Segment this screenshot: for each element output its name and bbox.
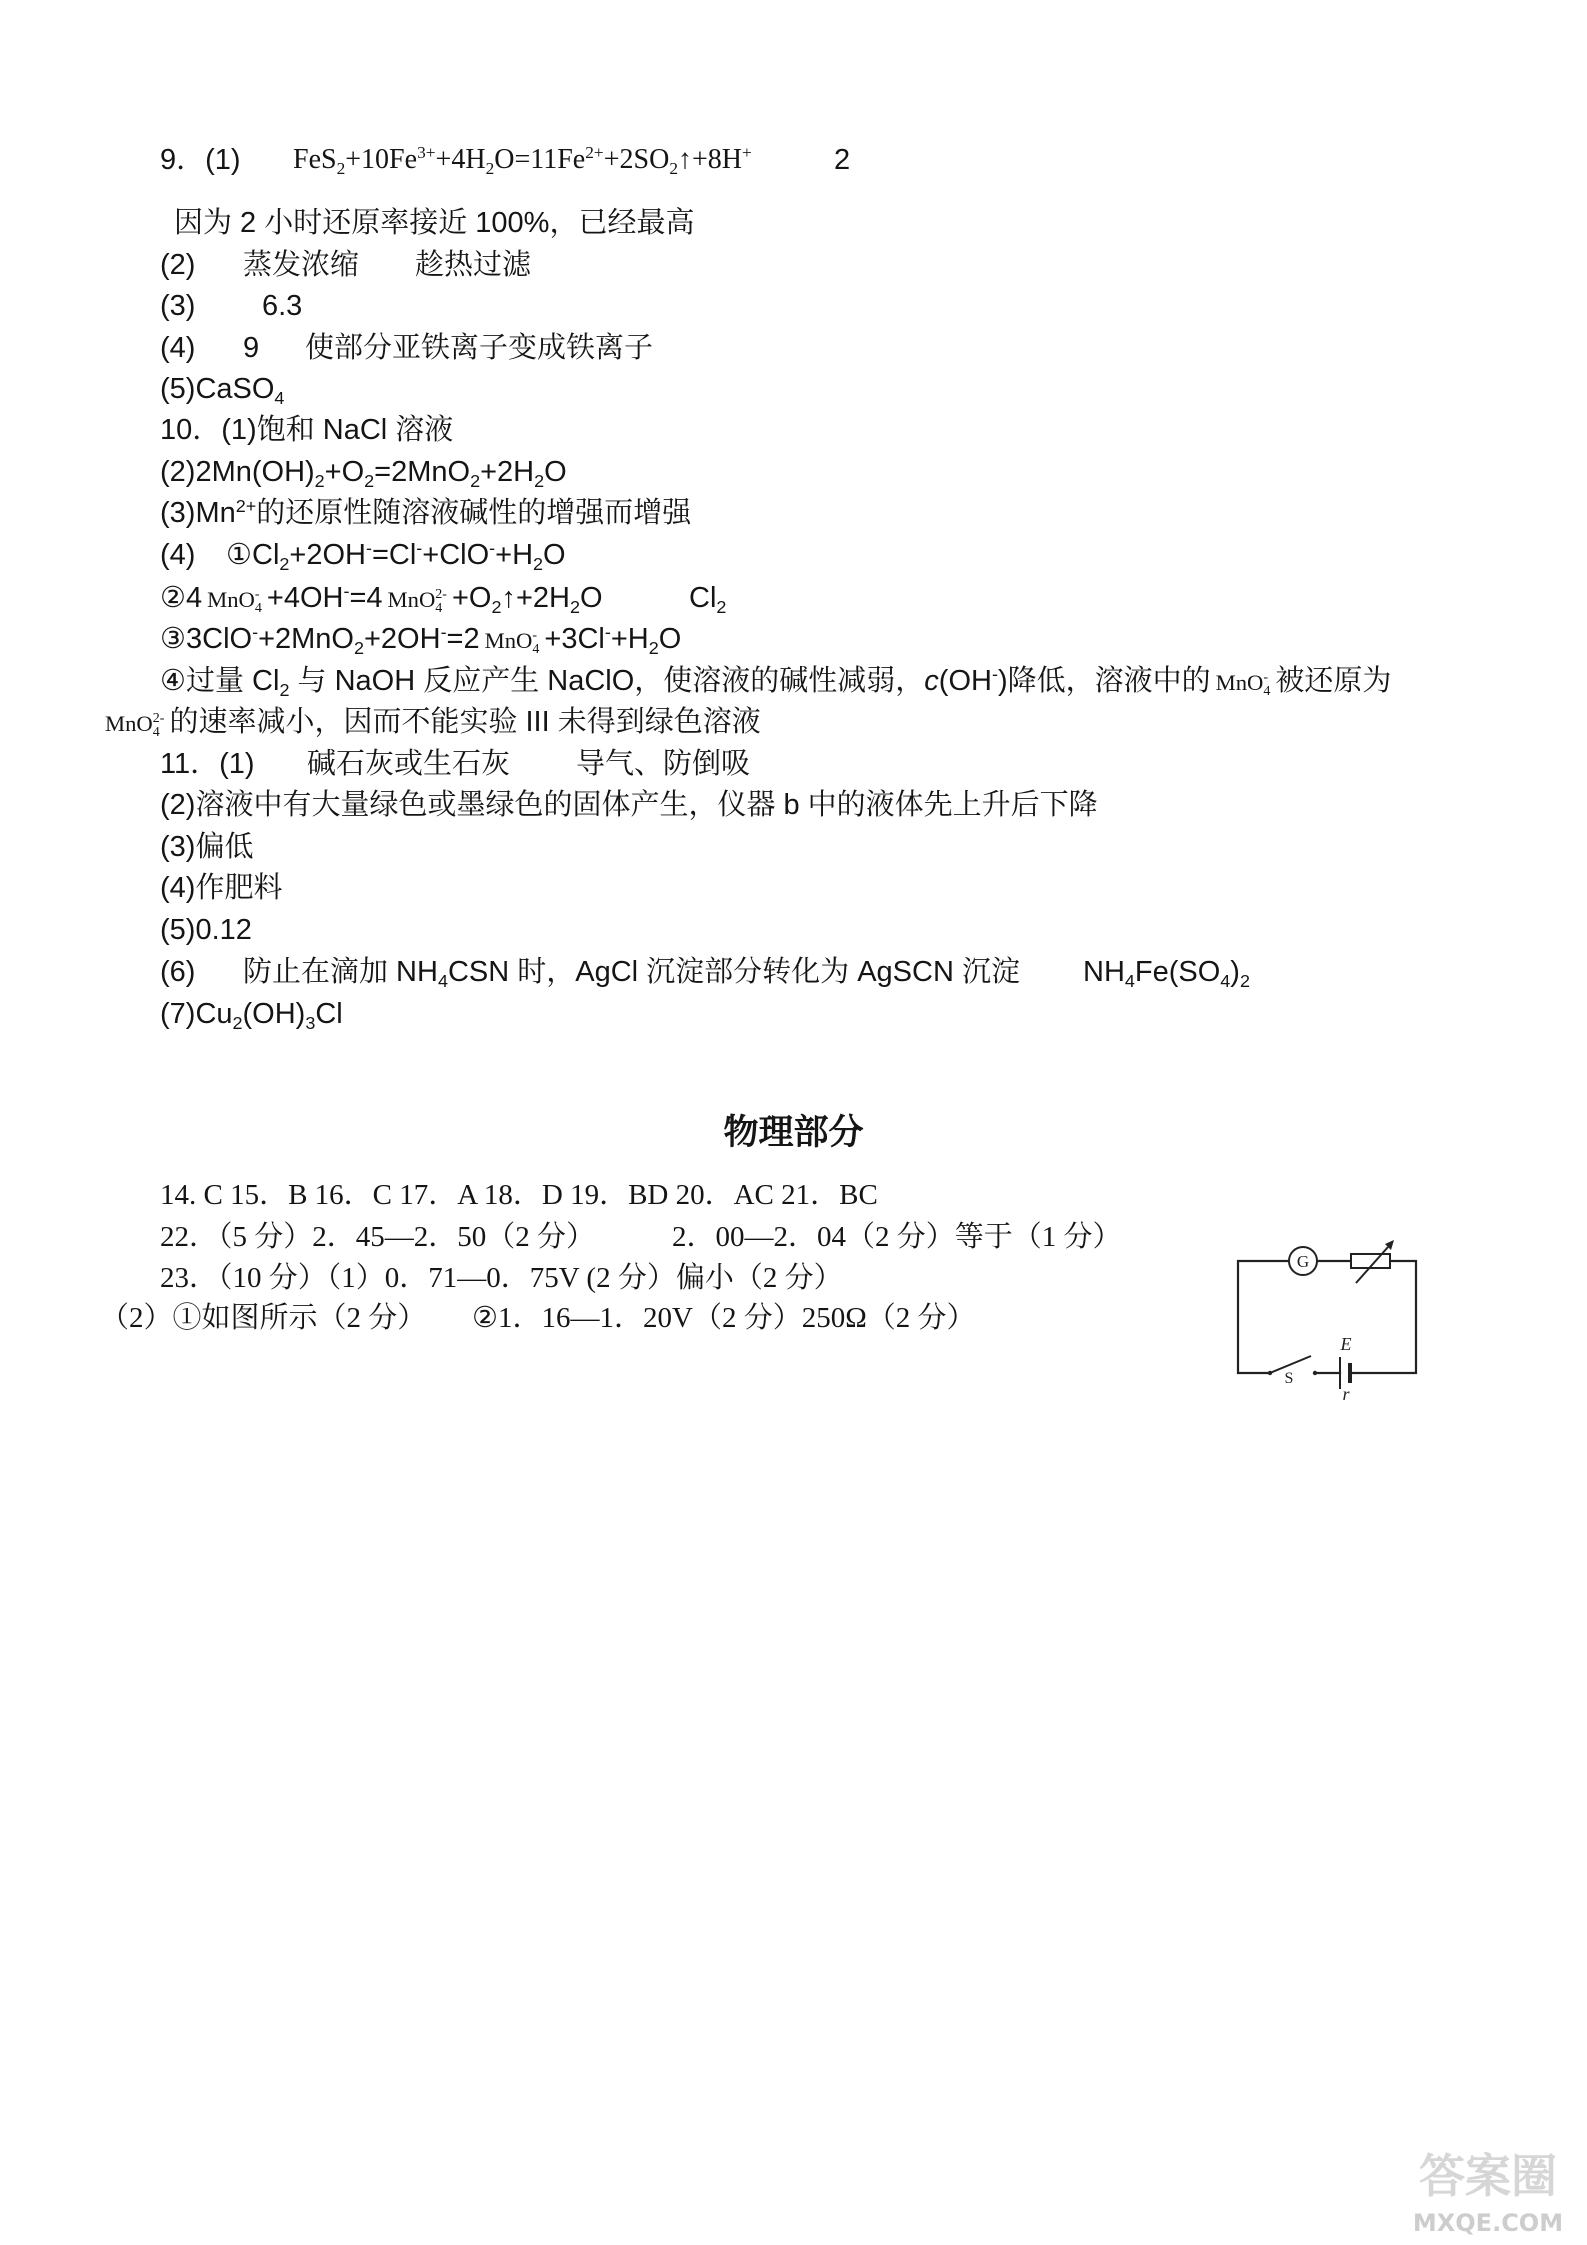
answer-value: 9: [243, 332, 260, 364]
answer-text: 蒸发浓缩: [243, 249, 360, 281]
watermark-logo: 答案圈: [1419, 2149, 1557, 2203]
text-run: (OH): [242, 998, 306, 1030]
text-run: ④过量 Cl: [160, 665, 280, 697]
switch-contact: [1268, 1371, 1272, 1375]
superscript: -: [416, 538, 423, 559]
subscript: 4: [274, 387, 285, 408]
circuit-wire: [1238, 1261, 1289, 1373]
superscript: +: [742, 143, 752, 163]
answer-text: 23．（10 分）（1）0．71—0．75V (2 分）偏小（2 分）: [160, 1262, 843, 1294]
superscript: 2-: [152, 711, 165, 727]
q9-5-line: [0, 368, 1587, 410]
subscript: 2: [353, 637, 364, 658]
q11-5-line: [0, 909, 1587, 951]
q10-1-line: [0, 409, 1587, 451]
text-run: +2OH: [289, 539, 366, 571]
subscript: 4: [437, 970, 448, 991]
text-run: =2MnO: [374, 456, 471, 488]
text-run: +4OH: [266, 582, 344, 614]
text-run: ①Cl: [226, 539, 280, 571]
q11-1-line: [0, 743, 1587, 785]
subscript: 2: [470, 470, 481, 491]
answer-text: (3)偏低: [160, 831, 254, 863]
answer-text: （2）①如图所示（2 分）: [100, 1302, 427, 1334]
text-run: 防止在滴加 NH: [243, 956, 438, 988]
subscript: 2: [336, 158, 346, 178]
q10-4-4-cont-line: [0, 701, 1587, 743]
answer-text: 10．(1)饱和 NaCl 溶液: [160, 414, 454, 446]
superscript: 2+: [235, 496, 257, 517]
text-run: (5)CaSO: [160, 373, 275, 405]
text-run: ): [1230, 956, 1240, 988]
q9-1-line: [0, 139, 1587, 181]
answer-text: (2)溶液中有大量绿色或墨绿色的固体产生，仪器 b 中的液体先上升后下降: [160, 789, 1098, 821]
text-run: +O: [324, 456, 365, 488]
text-run: ③3ClO: [160, 623, 253, 655]
galvanometer-label: G: [1296, 1252, 1310, 1271]
subscript: 4: [532, 642, 540, 658]
answer-text: (5)0.12: [160, 914, 252, 946]
q9-4-line: [0, 327, 1587, 369]
subscript: 2: [314, 470, 325, 491]
internal-resistance-label: r: [1342, 1384, 1350, 1404]
text-run: ↑+2H: [501, 582, 570, 614]
circuit-diagram: [1225, 1230, 1435, 1405]
answer-text: [160, 618, 681, 662]
text-run: +4H: [435, 144, 486, 175]
stacked-index: [435, 588, 447, 616]
answer-text: 导气、防倒吸: [576, 748, 751, 780]
section-title: 物理部分: [723, 1113, 864, 1152]
text-run: +10Fe: [345, 144, 418, 175]
answer-text: 2．00—2．04（2 分）等于（1 分）: [672, 1221, 1122, 1253]
q9-2-line: [0, 244, 1587, 286]
q11-2-line: [0, 784, 1587, 826]
text-run: +H: [610, 623, 649, 655]
text-run: Cl: [315, 998, 343, 1030]
text-run: ②4: [160, 582, 203, 614]
subscript: 2: [279, 553, 290, 574]
sub-question-label: (2): [160, 249, 196, 281]
text-run: 与 NaOH 反应产生 NaClO，使溶液的碱性减弱，: [289, 665, 925, 697]
answer-text: [160, 660, 1391, 704]
answer-text: [1083, 951, 1250, 993]
text-run: FeS: [293, 144, 337, 175]
text-run: 被还原为: [1275, 665, 1392, 697]
answer-text: 22．（5 分）2．45—2．50（2 分）: [160, 1221, 596, 1253]
superscript: -: [604, 622, 611, 643]
superscript: -: [532, 628, 538, 644]
superscript: 3+: [417, 143, 436, 163]
answer-text: 14. C 15．B 16．C 17．A 18．D 19．BD 20．AC 21．BC: [160, 1179, 878, 1211]
q10-4-line: [0, 534, 1587, 576]
answer-text: 使部分亚铁离子变成铁离子: [305, 332, 654, 364]
physics-choice-answers-line: [0, 1174, 1587, 1216]
subscript: 2: [279, 679, 290, 700]
text-run: Cl: [689, 582, 717, 614]
subscript: 2: [570, 596, 580, 617]
answer-text: [243, 951, 1020, 993]
text-run: 的速率减小，因而不能实验 III 未得到绿色溶液: [169, 706, 761, 738]
subscript: 2: [534, 470, 545, 491]
subscript: 4: [152, 725, 160, 741]
text-run: MnO: [105, 711, 153, 736]
answer-text: (4)作肥料: [160, 872, 283, 904]
question-label: 9．(1): [160, 144, 241, 176]
subscript: 4: [1124, 970, 1135, 991]
answer-value: 6.3: [262, 290, 303, 322]
subscript: 2: [485, 158, 495, 178]
text-run: 的还原性随溶液碱性的增强而增强: [256, 497, 692, 529]
superscript: 2+: [585, 143, 604, 163]
text-run: =4: [349, 582, 383, 614]
sub-question-label: (4): [160, 332, 196, 364]
q10-4-4-line: [0, 660, 1587, 702]
text-run: +ClO: [422, 539, 490, 571]
formula-object: [105, 711, 165, 741]
text-run: +H: [495, 539, 534, 571]
subscript: 2: [669, 158, 678, 178]
italic-symbol: c: [924, 665, 939, 697]
q11-6-line: [0, 951, 1587, 993]
q11-7-line: [0, 993, 1587, 1035]
answer-text: [100, 701, 761, 745]
switch-contact: [1313, 1371, 1317, 1375]
subscript: 4: [1263, 684, 1271, 700]
text-run: O: [544, 456, 567, 488]
subscript: 2: [491, 596, 502, 617]
text-run: =2: [446, 623, 480, 655]
subscript: 3: [305, 1012, 316, 1033]
text-run: +O: [451, 582, 492, 614]
text-run: O: [580, 582, 603, 614]
answer-value: 2: [834, 144, 851, 176]
answer-text: [160, 993, 343, 1035]
text-run: O: [658, 623, 682, 655]
subscript: 2: [533, 553, 544, 574]
formula-object: [207, 587, 262, 617]
text-run: )降低，溶液中的: [997, 665, 1211, 697]
superscript: -: [365, 538, 372, 559]
stacked-index: [153, 712, 165, 740]
text-run: O: [543, 539, 566, 571]
subscript: 4: [254, 601, 262, 617]
formula-object: [484, 628, 540, 658]
text-run: O=11Fe: [494, 144, 586, 175]
answer-text: ②1．16—1．20V（2 分）250Ω（2 分）: [472, 1302, 976, 1334]
watermark-site: MXQE.COM: [1412, 2209, 1564, 2237]
text-run: MnO: [387, 587, 436, 612]
subscript: 2: [1239, 970, 1250, 991]
formula-object: [1215, 670, 1271, 700]
stacked-index: [532, 629, 539, 657]
text-run: =Cl: [371, 539, 417, 571]
text-run: (OH: [938, 665, 992, 697]
text-run: ↑+8H: [678, 144, 743, 175]
answer-text: [160, 492, 691, 534]
sub-question-label: (4): [160, 539, 196, 571]
superscript: -: [991, 664, 998, 685]
answer-text: 因为 2 小时还原率接近 100%，已经最高: [174, 207, 695, 239]
question-label: 11．(1): [160, 748, 255, 780]
superscript: -: [1263, 670, 1269, 686]
q9-1-reason-line: [0, 202, 1587, 244]
stacked-index: [255, 588, 262, 616]
q11-3-line: [0, 826, 1587, 868]
superscript: -: [440, 622, 447, 643]
text-run: MnO: [207, 587, 255, 612]
subscript: 2: [232, 1012, 243, 1033]
switch-label: S: [1284, 1370, 1294, 1387]
answer-text: 趁热过滤: [415, 249, 532, 281]
answer-text: [160, 577, 603, 621]
q10-3-line: [0, 492, 1587, 534]
subscript: 2: [716, 596, 727, 617]
answer-text: [160, 451, 567, 493]
sub-question-label: (6): [160, 956, 196, 988]
answer-text: [226, 534, 566, 576]
ion-equation: [293, 139, 752, 181]
text-run: +2SO: [603, 144, 670, 175]
answer-text: [689, 577, 726, 619]
subscript: 2: [364, 470, 375, 491]
text-run: MnO: [484, 628, 533, 653]
text-run: MnO: [1215, 670, 1264, 695]
q10-2-line: [0, 451, 1587, 493]
q9-3-line: [0, 285, 1587, 327]
superscript: -: [252, 622, 259, 643]
formula-object: [387, 587, 447, 617]
text-run: (7)Cu: [160, 998, 233, 1030]
text-run: +2OH: [363, 623, 441, 655]
superscript: 2-: [435, 587, 447, 603]
text-run: (3)Mn: [160, 497, 236, 529]
stacked-index: [1263, 671, 1270, 699]
superscript: -: [489, 538, 496, 559]
q10-4-3-line: [0, 618, 1587, 660]
text-run: (2)2Mn(OH): [160, 456, 315, 488]
answer-text: [160, 368, 284, 410]
superscript: -: [254, 587, 260, 603]
text-run: CSN 时，AgCl 沉淀部分转化为 AgSCN 沉淀: [447, 956, 1020, 988]
answer-text: 碱石灰或生石灰: [307, 748, 511, 780]
text-run: +2H: [480, 456, 535, 488]
emf-label: E: [1340, 1334, 1352, 1354]
subscript: 2: [648, 637, 659, 658]
superscript: -: [343, 581, 350, 602]
text-run: +2MnO: [258, 623, 354, 655]
subscript: 4: [435, 601, 443, 617]
q10-4-2-line: [0, 577, 1587, 619]
text-run: NH: [1083, 956, 1125, 988]
text-run: +3Cl: [544, 623, 605, 655]
q11-4-line: [0, 867, 1587, 909]
text-run: Fe(SO: [1134, 956, 1221, 988]
sub-question-label: (3): [160, 290, 196, 322]
subscript: 4: [1220, 970, 1231, 991]
